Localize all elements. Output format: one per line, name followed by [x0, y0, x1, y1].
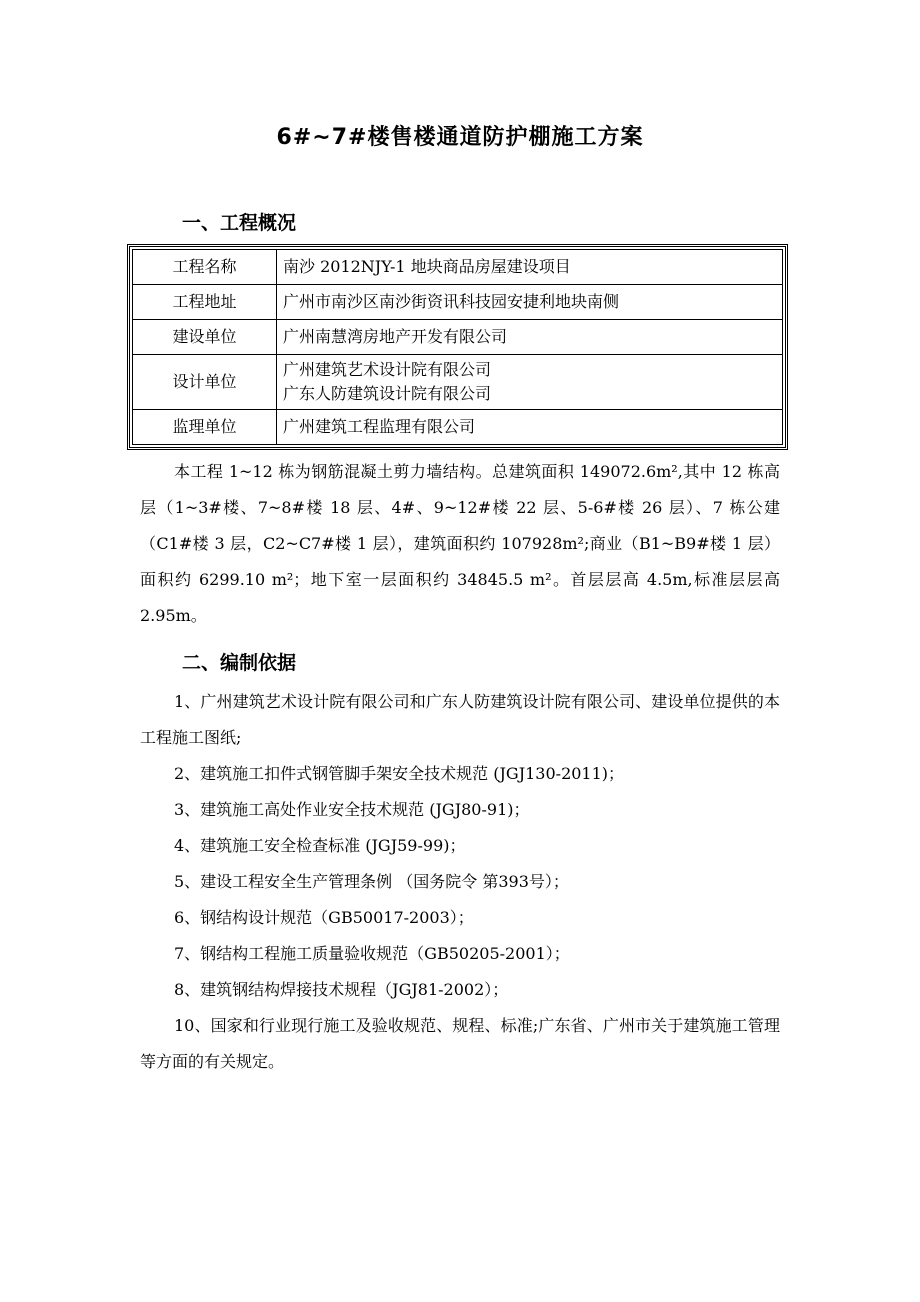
table-row [133, 250, 783, 285]
table-value-line: 广州建筑工程监理有限公司 [283, 417, 476, 436]
basis-item: 10、国家和行业现行施工及验收规范、规程、标准;广东省、广州市关于建筑施工管理等方面的有关规定。 [140, 1016, 780, 1071]
document-title: 6#~7#楼售楼通道防护棚施工方案 [276, 125, 644, 150]
basis-list [140, 684, 780, 1080]
basis-item: 7、钢结构工程施工质量验收规范（GB50205-2001）； [174, 944, 570, 963]
table-value-line: 广东人防建筑设计院有限公司 [283, 384, 492, 403]
table-row [133, 410, 783, 445]
basis-item: 5、建设工程安全生产管理条例 （国务院令 第393号）； [174, 872, 569, 891]
table-value-line: 广州市南沙区南沙街资讯科技园安捷利地块南侧 [283, 292, 620, 311]
table-label-developer: 建设单位 [133, 320, 277, 355]
table-label-project-name: 工程名称 [133, 250, 277, 285]
table-row [133, 320, 783, 355]
table-row [133, 285, 783, 320]
table-value-project-name [277, 250, 783, 285]
overview-paragraph: 本工程 1~12 栋为钢筋混凝土剪力墙结构。总建筑面积 149072.6m²,其中 12 栋高层（1~3#楼、7~8#楼 18 层、4#、9~12#楼 22 层、5-6#楼 26 层）、7 栋公建（C1#楼 3 层，C2~C7#楼 1 层），建筑面积约 107928m²;商业（B1~B9#楼 1 层）面积约 6299.10 m²；地下室一层面积约 34845.5 m²。首层层高 4.5m,标准层层高 2.95m。 [140, 462, 780, 625]
section-heading-overview: 一、工程概况 [182, 212, 297, 234]
basis-item: 1、广州建筑艺术设计院有限公司和广东人防建筑设计院有限公司、建设单位提供的本工程施工图纸; [140, 692, 780, 747]
table-label-supervisor: 监理单位 [133, 410, 277, 445]
table-value-line: 广州建筑艺术设计院有限公司 [283, 360, 492, 379]
project-info-table [127, 244, 788, 450]
table-label-designer: 设计单位 [133, 355, 277, 410]
table-value-designer [277, 355, 783, 410]
table-value-line: 南沙 2012NJY-1 地块商品房屋建设项目 [283, 257, 571, 276]
table-label-address: 工程地址 [133, 285, 277, 320]
basis-item: 6、钢结构设计规范（GB50017-2003）； [174, 908, 474, 927]
basis-item: 2、建筑施工扣件式钢管脚手架安全技术规范 (JGJ130-2011)； [174, 764, 625, 783]
table-row [133, 355, 783, 410]
section-heading-basis: 二、编制依据 [182, 652, 297, 674]
basis-item: 8、建筑钢结构焊接技术规程（JGJ81-2002）； [174, 980, 509, 999]
table-value-address [277, 285, 783, 320]
table-value-supervisor [277, 410, 783, 445]
basis-item: 3、建筑施工高处作业安全技术规范 (JGJ80-91)； [174, 800, 530, 819]
table-value-line: 广州南慧湾房地产开发有限公司 [283, 327, 508, 346]
basis-item: 4、建筑施工安全检查标准 (JGJ59-99)； [174, 836, 466, 855]
table-value-developer [277, 320, 783, 355]
